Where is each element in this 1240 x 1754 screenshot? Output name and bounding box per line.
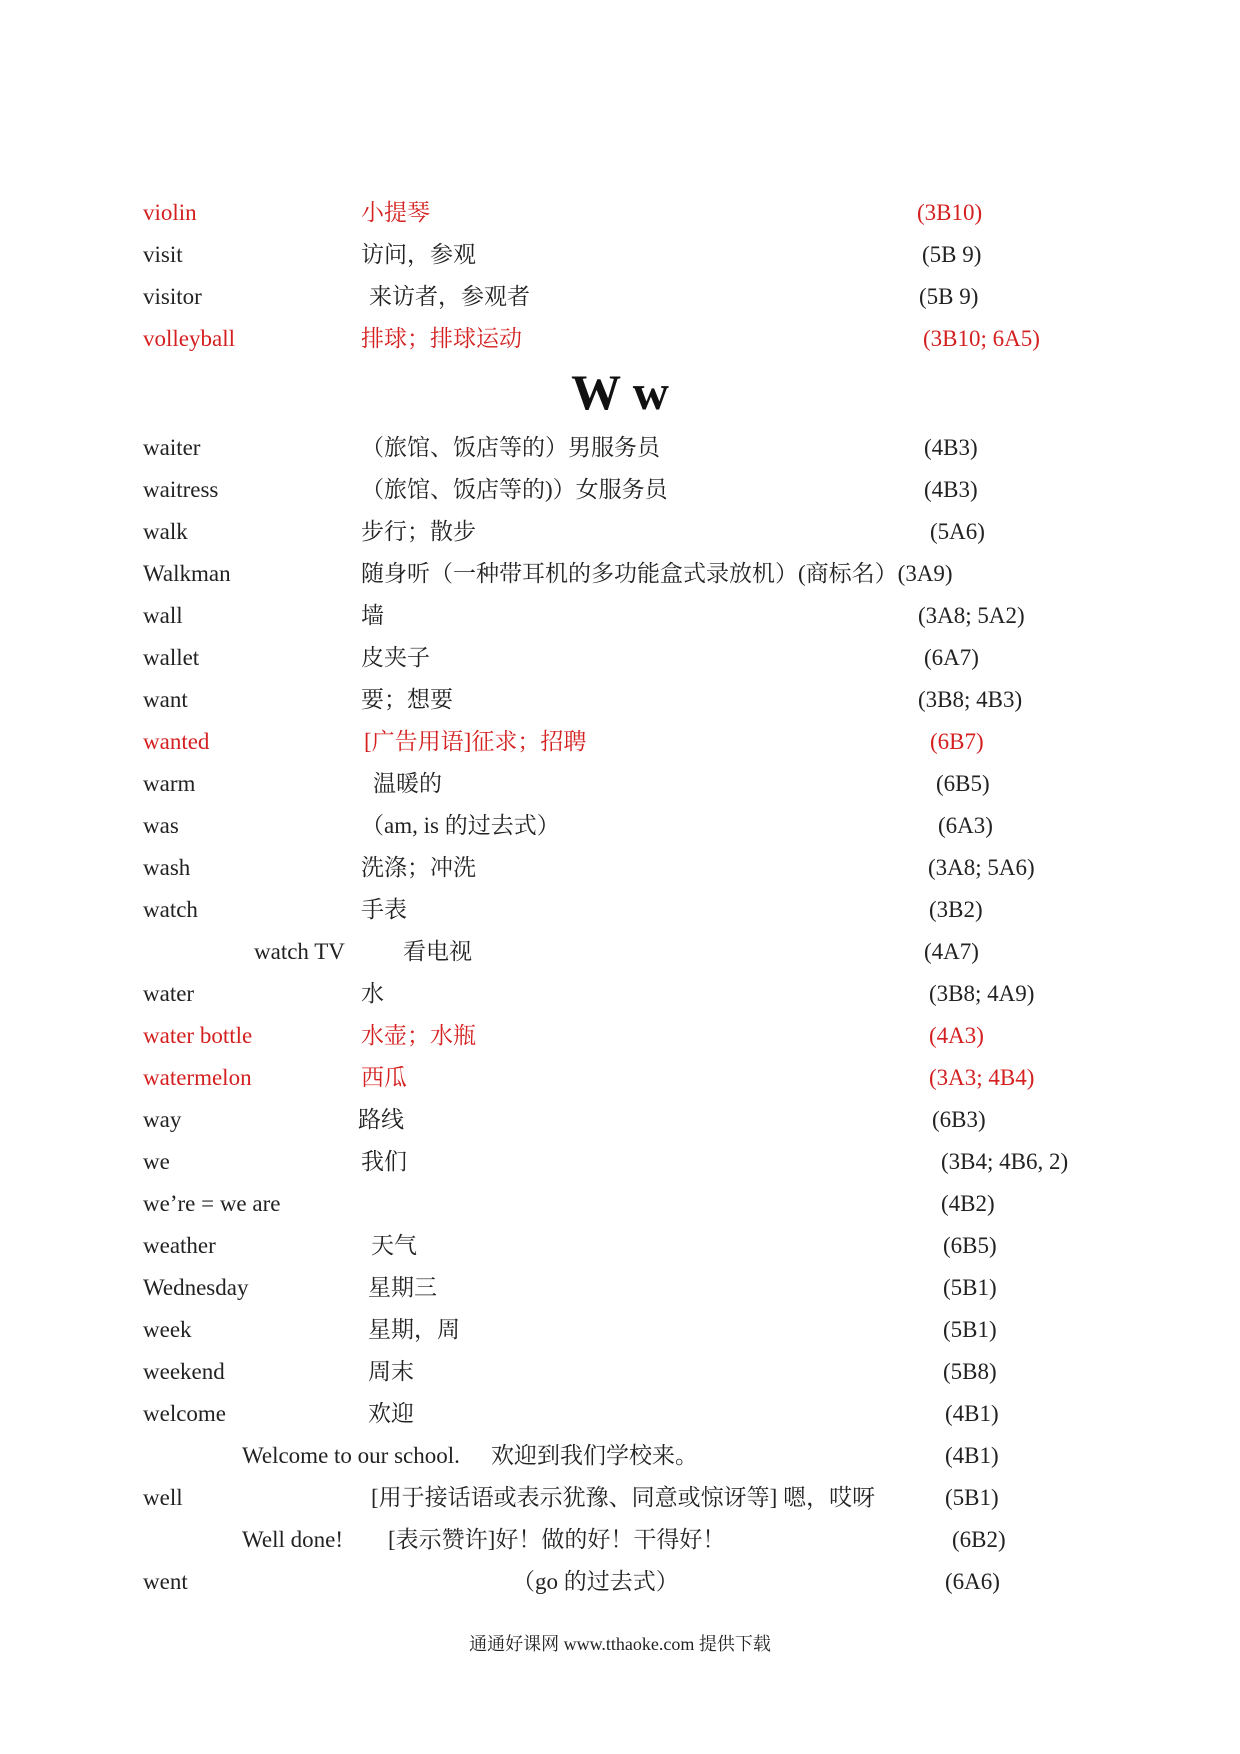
entry-word: way xyxy=(143,1107,182,1132)
entry-word: volleyball xyxy=(143,326,235,351)
entry-visitor xyxy=(0,277,1240,317)
entry-reference: (4B3) xyxy=(924,477,978,502)
entry-violin xyxy=(0,193,1240,233)
entry-meaning: [广告用语]征求；招聘 xyxy=(364,729,587,754)
entry-meaning: 小提琴 xyxy=(361,200,430,225)
entry-meaning: 温暖的 xyxy=(373,771,442,796)
entry-watch-tv xyxy=(0,932,1240,972)
entry-word: well xyxy=(143,1485,183,1510)
entry-meaning: 看电视 xyxy=(403,939,472,964)
entry-reference: (5B1) xyxy=(943,1275,997,1300)
entry-reference: (6A7) xyxy=(924,645,979,670)
entry-welcome-to-our-school xyxy=(0,1436,1240,1476)
entry-meaning: [表示赞许]好！做的好！干得好！ xyxy=(388,1527,726,1552)
entry-reference: (6B7) xyxy=(930,729,984,754)
entry-word: wallet xyxy=(143,645,200,670)
entry-meaning: 洗涤；冲洗 xyxy=(361,855,476,880)
entry-word: went xyxy=(143,1569,188,1594)
entry-reference: (5B1) xyxy=(943,1317,997,1342)
entry-was xyxy=(0,806,1240,846)
entry-meaning: （旅馆、饭店等的)）女服务员 xyxy=(361,477,668,502)
entry-meaning: 访问，参观 xyxy=(361,242,476,267)
entry-word: warm xyxy=(143,771,196,796)
entry-reference: (6B3) xyxy=(932,1107,986,1132)
entry-reference: (4B2) xyxy=(941,1191,995,1216)
entry-meaning: 西瓜 xyxy=(361,1065,407,1090)
entry-way xyxy=(0,1100,1240,1140)
entry-word: visitor xyxy=(143,284,202,309)
entry-well-done xyxy=(0,1520,1240,1560)
entry-word: Welcome to our school. xyxy=(242,1443,460,1468)
entry-word: wall xyxy=(143,603,183,628)
entry-reference: (3B10) xyxy=(917,200,983,225)
entry-well xyxy=(0,1478,1240,1518)
entry-wall xyxy=(0,596,1240,636)
entry-reference: (4A3) xyxy=(929,1023,984,1048)
entry-weekend xyxy=(0,1352,1240,1392)
entry-water-bottle xyxy=(0,1016,1240,1056)
entry-meaning: 天气 xyxy=(371,1233,417,1258)
entry-word: weather xyxy=(143,1233,216,1258)
entry-wednesday xyxy=(0,1268,1240,1308)
entry-meaning: 皮夹子 xyxy=(361,645,430,670)
entry-word: Walkman xyxy=(143,561,231,586)
entry-reference: (3A8; 5A2) xyxy=(918,603,1025,628)
entry-reference: (3B2) xyxy=(929,897,983,922)
entry-word: week xyxy=(143,1317,192,1342)
entry-reference: (4B1) xyxy=(945,1443,999,1468)
entry-watermelon xyxy=(0,1058,1240,1098)
entry-word: violin xyxy=(143,200,197,225)
entry-meaning: 周末 xyxy=(368,1359,414,1384)
entry-meaning: [用于接话语或表示犹豫、同意或惊讶等] 嗯，哎呀 xyxy=(371,1485,876,1510)
entry-word: walk xyxy=(143,519,188,544)
entry-meaning: （go 的过去式） xyxy=(512,1569,679,1594)
entry-reference: (6B5) xyxy=(943,1233,997,1258)
entry-weather xyxy=(0,1226,1240,1266)
entry-were xyxy=(0,1184,1240,1224)
entry-word: we xyxy=(143,1149,170,1174)
entry-meaning: 来访者，参观者 xyxy=(369,284,530,309)
entry-word: was xyxy=(143,813,179,838)
entry-word: welcome xyxy=(143,1401,227,1426)
entry-reference: (4B3) xyxy=(924,435,978,460)
entry-reference: (6B2) xyxy=(952,1527,1006,1552)
entry-meaning: 路线 xyxy=(358,1107,404,1132)
entry-meaning: 星期三 xyxy=(368,1275,437,1300)
entry-meaning: 随身听（一种带耳机的多功能盒式录放机）(商标名）(3A9) xyxy=(361,561,953,586)
entry-reference: (5B1) xyxy=(945,1485,999,1510)
entry-meaning: 排球；排球运动 xyxy=(361,326,522,351)
entry-word: Wednesday xyxy=(143,1275,249,1300)
entry-meaning: 水壶；水瓶 xyxy=(361,1023,476,1048)
entry-word: visit xyxy=(143,242,183,267)
entry-wallet xyxy=(0,638,1240,678)
entry-word: wanted xyxy=(143,729,210,754)
entry-reference: (6A3) xyxy=(938,813,993,838)
entry-we xyxy=(0,1142,1240,1182)
entry-meaning: 我们 xyxy=(361,1149,407,1174)
entry-reference: (6A6) xyxy=(945,1569,1000,1594)
entry-word: want xyxy=(143,687,188,712)
entry-reference: (3A8; 5A6) xyxy=(928,855,1035,880)
entry-meaning: 水 xyxy=(361,981,384,1006)
entry-reference: (3B8; 4A9) xyxy=(929,981,1035,1006)
entry-word: we’re = we are xyxy=(143,1191,281,1216)
entry-meaning: （am, is 的过去式） xyxy=(361,813,560,838)
entry-welcome xyxy=(0,1394,1240,1434)
entry-word: wash xyxy=(143,855,191,880)
entry-walk xyxy=(0,512,1240,552)
entry-word: watch xyxy=(143,897,198,922)
entry-meaning: （旅馆、饭店等的）男服务员 xyxy=(361,435,660,460)
entry-reference: (5A6) xyxy=(930,519,985,544)
entry-word: weekend xyxy=(143,1359,225,1384)
entry-meaning: 手表 xyxy=(361,897,407,922)
entry-word: Well done! xyxy=(242,1527,343,1552)
entry-went xyxy=(0,1562,1240,1602)
entry-walkman xyxy=(0,554,1240,594)
entry-wanted xyxy=(0,722,1240,762)
entry-meaning: 欢迎到我们学校来。 xyxy=(491,1443,698,1468)
entry-reference: (4B1) xyxy=(945,1401,999,1426)
entry-reference: (6B5) xyxy=(936,771,990,796)
entry-water xyxy=(0,974,1240,1014)
entry-meaning: 步行；散步 xyxy=(361,519,476,544)
entry-word: watch TV xyxy=(254,939,345,964)
entry-watch xyxy=(0,890,1240,930)
entry-reference: (3B8; 4B3) xyxy=(918,687,1023,712)
entry-wash xyxy=(0,848,1240,888)
entry-waitress xyxy=(0,470,1240,510)
entry-volleyball xyxy=(0,319,1240,359)
entry-meaning: 墙 xyxy=(361,603,384,628)
entry-reference: (5B8) xyxy=(943,1359,997,1384)
entry-week xyxy=(0,1310,1240,1350)
entry-word: water bottle xyxy=(143,1023,253,1048)
entry-word: water xyxy=(143,981,195,1006)
entry-visit xyxy=(0,235,1240,275)
entry-meaning: 星期，周 xyxy=(368,1317,460,1342)
entry-waiter xyxy=(0,428,1240,468)
entry-reference: (3A3; 4B4) xyxy=(929,1065,1035,1090)
entry-meaning: 欢迎 xyxy=(368,1401,414,1426)
entry-word: waitress xyxy=(143,477,219,502)
entry-word: watermelon xyxy=(143,1065,252,1090)
section-heading: W w xyxy=(571,364,669,420)
entry-reference: (4A7) xyxy=(924,939,979,964)
entry-reference: (5B 9) xyxy=(922,242,982,267)
entry-reference: (3B4; 4B6, 2) xyxy=(941,1149,1069,1174)
entry-reference: (5B 9) xyxy=(919,284,979,309)
entry-meaning: 要；想要 xyxy=(361,687,453,712)
entry-want xyxy=(0,680,1240,720)
entry-word: waiter xyxy=(143,435,201,460)
page-footer: 通通好课网 www.tthaoke.com 提供下载 xyxy=(469,1634,771,1654)
entry-reference: (3B10; 6A5) xyxy=(923,326,1040,351)
entry-warm xyxy=(0,764,1240,804)
